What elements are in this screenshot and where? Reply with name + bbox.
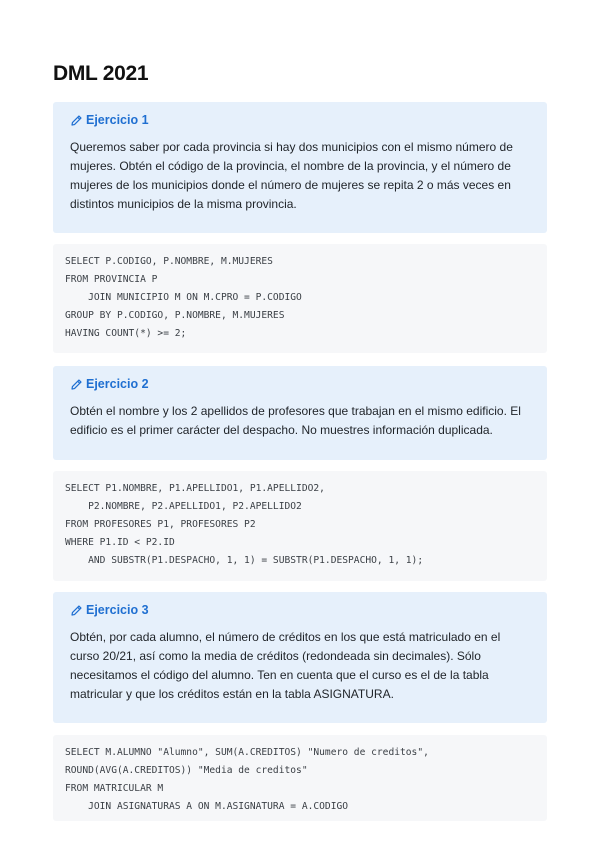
- exercise-1-callout: [53, 102, 547, 233]
- exercise-1-code-block: [53, 244, 547, 353]
- exercise-3-text: Obtén, por cada alumno, el número de créditos en los que está matriculado en el curso 20/21, así como la media de créditos (redondeada sin decimales). Sólo necesitamos el código del alumno. Ten en cuenta que el curso es el de la tabla matricular y que los créditos están en la tabla ASIGNATURA.: [70, 630, 501, 701]
- exercise-2-code: SELECT P1.NOMBRE, P1.APELLIDO1, P1.APELLIDO2, P2.NOMBRE, P2.APELLIDO1, P2.APELLIDO2 FROM PROFESORES P1, PROFESORES P2 WHERE P1.ID < P2.ID AND SUBSTR(P1.DESPACHO, 1, 1) = SUBSTR(P1.DESPACHO, 1, 1);: [65, 483, 424, 566]
- page-title: DML 2021: [53, 62, 149, 85]
- exercise-1-header: [70, 112, 531, 128]
- exercise-2-header: [70, 376, 531, 392]
- exercise-3-code-block: [53, 735, 547, 821]
- exercise-3-callout: [53, 592, 547, 723]
- exercise-1-label: Ejercicio 1: [86, 113, 149, 127]
- exercise-3-code: SELECT M.ALUMNO "Alumno", SUM(A.CREDITOS) "Numero de creditos", ROUND(AVG(A.CREDITOS)) "Media de creditos" FROM MATRICULAR M JOIN ASIGNATURAS A ON M.ASIGNATURA = A.CODIGO: [65, 747, 429, 812]
- exercise-3-header: [70, 602, 531, 618]
- exercise-1-text: Queremos saber por cada provincia si hay dos municipios con el mismo número de mujeres. Obtén el código de la provincia, el nombre de la provincia, y el número de mujeres de los municipios donde el número de mujeres se repita 2 o más veces en distintos municipios de la misma provincia.: [70, 140, 513, 211]
- pencil-icon: [70, 378, 83, 391]
- exercise-3-label: Ejercicio 3: [86, 603, 149, 617]
- pencil-icon: [70, 114, 83, 127]
- exercise-1-code: SELECT P.CODIGO, P.NOMBRE, M.MUJERES FROM PROVINCIA P JOIN MUNICIPIO M ON M.CPRO = P.CODIGO GROUP BY P.CODIGO, P.NOMBRE, M.MUJERES HAVING COUNT(*) >= 2;: [65, 256, 302, 339]
- exercise-2-code-block: [53, 471, 547, 581]
- pencil-icon: [70, 604, 83, 617]
- exercise-2-callout: [53, 366, 547, 460]
- exercise-2-text: Obtén el nombre y los 2 apellidos de profesores que trabajan en el mismo edificio. El edificio es el primer carácter del despacho. No muestres información duplicada.: [70, 404, 521, 437]
- exercise-2-label: Ejercicio 2: [86, 377, 149, 391]
